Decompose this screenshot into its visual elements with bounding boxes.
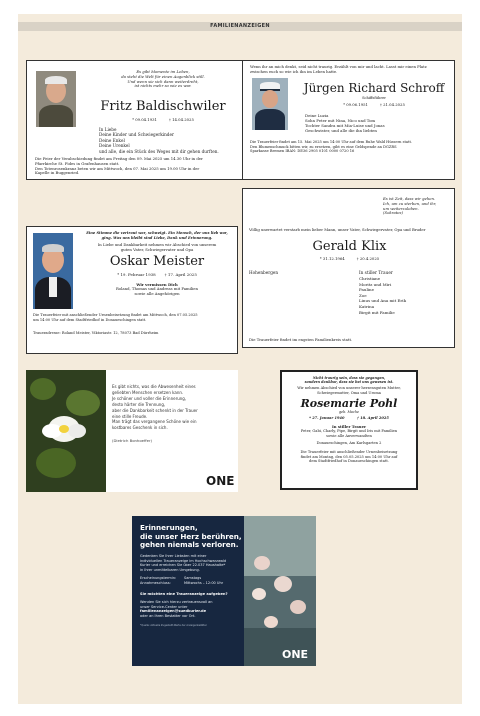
- contact-email[interactable]: familienanzeigen@suedkurier.de: [140, 609, 207, 613]
- quote: Wenn ihr an mich denkt, seid nicht traurig. Erzählt von mir und lacht. Lasst mir einen Platz zwischen euch so wie ich ihn im Leben hatte.: [250, 64, 427, 74]
- one-logo: ONE: [282, 648, 309, 661]
- memorial-poem-ad: [26, 370, 238, 492]
- intro: In Liebe und Dankbarkeit nehmen wir Abschied von unserem guten Vater, Schwiegervater und Opa: [97, 242, 217, 252]
- promo-contact-undertaker: oder an Ihren Bestatter vor Ort.: [140, 614, 196, 618]
- obituary-oskar-meister: [26, 226, 238, 354]
- birth-name: geb. Mache: [338, 410, 360, 414]
- mourning-address: Traueradresse: Roland Meister, Viktoriastr. 12, 78073 Bad Dürrheim: [33, 331, 159, 335]
- mourners-heading: In stiller Trauer: [331, 424, 366, 429]
- intro: Völlig unerwartet verstarb mein lieber Mann, unser Vater, Schwiegervater, Opa und Bruder: [249, 227, 426, 232]
- section-title: FAMILIENANZEIGEN: [210, 23, 270, 29]
- promo-headline: Erinnerungen, die unser Herz berühren, gehen niemals verloren.: [140, 523, 242, 550]
- service-info: Die Trauerfeier findet im engsten Familienkreis statt.: [249, 337, 353, 342]
- mourners-heading: Wir vermissen Dich: [136, 282, 178, 287]
- service-info: Die Trauerfeier findet am 15. Mai 2025 um 14:00 Uhr auf dem Ruhe Wald Hüssern statt. Den Blumenschmuck bitten wir, zu ersetzen, gibt es eine Geldspende an DGZRS Sparkasse Bremen IBAN: DE36 2905 0101 0000 0720 16: [250, 140, 413, 154]
- portrait-photo: [36, 71, 76, 127]
- quote: Es ist Zeit, dass wir gehen. Ich, um zu sterben, und ihr, um weiterzuleben. (Sokrates): [383, 196, 437, 216]
- obituary-juergen-schroff: [242, 60, 455, 180]
- schedule-labels: Erscheinungstermin: Annahmeschluss:: [140, 576, 177, 585]
- portrait-photo: [33, 233, 73, 309]
- address: Donaueschingen, Am Karlsgarten 2: [316, 441, 382, 445]
- service-info: Die Feier der Verabschiedung findet am Freitag den 09. Mai 2025 um 14.30 Uhr in der Pfarrkirche St. Fides in Grafenhausen statt. Den Totenrosenkranz beten wir am Mittwoch, den 07. Mai 2025 um 19.00 Uhr in der Kapelle in Buggenried.: [35, 156, 203, 176]
- service-info: Die Trauerfeier mit anschließender Urnenbeisetzung findet am Mittwoch, den 07.05.2025 um 14:00 Uhr auf dem Stadtfriedhof in Donaueschingen statt.: [33, 313, 198, 322]
- promo-body: Gedenken Sie Ihrer Liebsten mit einer individuellen Traueranzeige im Hochschwarzwald Kurier und erreichen Sie über 22.037 Haushalte* in Ihrer unmittelbaren Umgebung.: [140, 554, 227, 572]
- promo-question: Sie möchten eine Traueranzeige aufgeben?: [140, 592, 228, 596]
- newspaper-page: [18, 14, 462, 704]
- deceased-name: Fritz Baldischwiler: [100, 99, 226, 114]
- obituary-service-promo: [132, 516, 316, 666]
- dates: * 09.06.1951 † 21.04.2025: [343, 102, 405, 107]
- mourners: Deine Luzia Sohn Peter mit Nina, Nico und Tom Tochter Sandra mit Mia-Luise und Jonas Geschwister, und alle die ihn liebten: [305, 113, 385, 133]
- mourners: Christiane Moritz und Miri Pauline Zoe Linus und Ana mit Erik Katrina Birgit mit Familie: [359, 276, 407, 315]
- quote: Es gibt Momente im Leben, da steht die Welt für einen Augenblick still. Und wenn sie sich dann weiterdreht, ist nichts mehr so wie es war.: [121, 69, 205, 89]
- dates: * 19. Februar 1938 † 17. April 2025: [117, 272, 197, 277]
- obituary-gerald-klix: [242, 188, 455, 348]
- poem-text: Es gibt nichts, was die Abwesenheit eines geliebten Menschen ersetzen kann. Je schöner und voller die Erinnerung, desto härter die Trennung, aber die Dankbarkeit schenkt in der Trauer eine stille Freude. Man trägt das vergangene Schöne wie ein kostbares Geschenk in sich.: [112, 384, 198, 431]
- deceased-name: Jürgen Richard Schroff: [303, 81, 445, 95]
- obituary-rosemarie-pohl: [280, 370, 418, 490]
- promo-footnote: *Quelle: Aktuelle Zugestellt-Werte der Anzeigenbelätter: [140, 624, 207, 627]
- dates: * 31.12.1964 † 20.4.2025: [319, 256, 380, 261]
- water-lily-image: [26, 370, 106, 492]
- mourners: Peter, Gabi, Charly, Pipe, Birgit und Iris mit Familien sowie alle Anverwandten: [300, 429, 398, 438]
- deceased-name: Oskar Meister: [109, 254, 205, 269]
- intro: Wir nehmen Abschied von unserer herzensguten Mutter, Schwiegermutter, Oma und Uroma: [297, 386, 401, 395]
- deceased-name: Gerald Klix: [312, 239, 387, 254]
- obituary-fritz-baldischwiler: [26, 60, 246, 180]
- promo-contact: Wenden Sie sich hierzu vertrauensvoll an unser Service-Center unter: [140, 600, 213, 609]
- dates: * 27. Januar 1940 † 18. April 2025: [309, 416, 389, 420]
- quote: Eine Stimme die vertraut war, schweigt. Ein Mensch, der uns lieb war, ging. Was uns bleibt sind Liebe, Dank und Erinnerung.: [86, 231, 228, 240]
- one-logo: ONE: [206, 474, 235, 488]
- place: Hohenbergen: [249, 270, 279, 275]
- deceased-name: Rosemarie Pohl: [300, 397, 398, 410]
- mourners: In Liebe Deine Kinder und Schwiegerkinder Deine Enkel Deine Urenkel und alle, die ein Stück des Weges mit dir gehen durften.: [99, 127, 219, 154]
- portrait-photo: [252, 78, 288, 130]
- schedule-values: Samstags Mittwochs – 12:00 Uhr: [184, 576, 224, 585]
- service-info: Die Trauerfeier mit anschließender Urnenbeisetzung findet am Montag, den 05.05.2025 um 14:00 Uhr auf dem Stadtfriedhof in Donaueschingen statt.: [300, 450, 398, 464]
- roses-image: [244, 516, 316, 666]
- dates: * 09.04.1931 † 14.04.2025: [132, 117, 194, 122]
- role: Schiffsführer: [362, 96, 386, 100]
- mourners: Roland, Thomas und Andreas mit Familien sowie alle Angehörigen: [116, 286, 198, 296]
- poem-author: (Dietrich Bonhoeffer): [112, 438, 152, 443]
- quote: Nicht traurig sein, dass sie gegangen, sondern dankbar, dass sie bei uns gewesen ist.: [304, 376, 394, 385]
- mourners-heading: In stiller Trauer: [359, 270, 393, 275]
